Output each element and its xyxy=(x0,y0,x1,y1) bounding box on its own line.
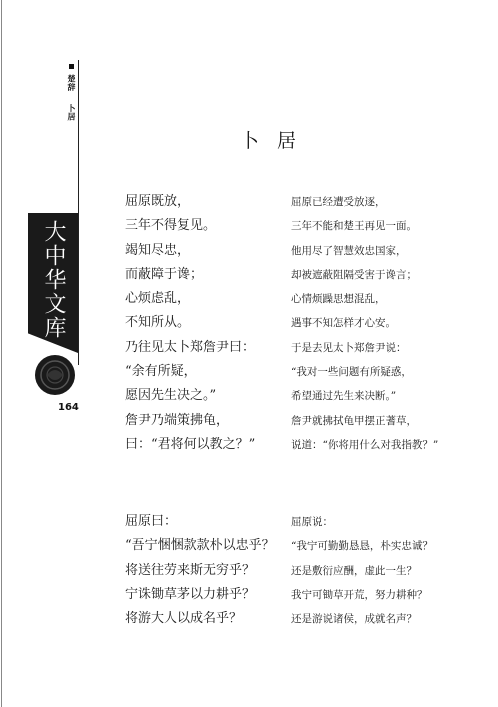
translation-line: 还是游说诸侯，成就名声？ xyxy=(291,613,417,626)
original-line: “余有所疑， xyxy=(125,364,197,380)
translation-line: “我对一些问题有所疑惑， xyxy=(291,366,412,379)
original-text-block-2 xyxy=(125,510,290,631)
page-number: 164 xyxy=(58,402,79,413)
header-section: 卜居 xyxy=(67,103,76,121)
page-edge xyxy=(1,0,2,707)
translation-block-1 xyxy=(291,190,456,457)
translation-line: 我宁可锄草开荒，努力耕种？ xyxy=(291,588,428,601)
original-text-block-1 xyxy=(125,190,290,457)
translation-line: 于是去见太卜郑詹尹说： xyxy=(291,341,407,354)
original-line: “吾宁悃悃款款朴以忠乎？ xyxy=(125,538,275,554)
translation-line: 他用尽了智慧效忠国家， xyxy=(291,244,407,257)
original-line: 宁诛锄草茅以力耕乎？ xyxy=(125,586,256,602)
original-line: 将游大人以成名乎？ xyxy=(125,611,243,627)
original-line: 三年不得复见。 xyxy=(125,218,217,234)
emblem-icon xyxy=(34,354,76,396)
translation-line: 心情烦躁思想混乱， xyxy=(291,293,386,306)
translation-line: 屈原已经遭受放逐， xyxy=(291,196,386,208)
original-line: 不知所从。 xyxy=(125,315,191,331)
original-line: 竭知尽忠， xyxy=(125,242,191,258)
original-line: 而蔽障于谗； xyxy=(125,266,204,282)
side-rule xyxy=(78,60,79,365)
original-line: 詹尹乃端策拂龟， xyxy=(125,412,230,428)
original-line: 曰：“君将何以教之？” xyxy=(125,436,256,452)
translation-line: 还是敷衍应酬，虚此一生？ xyxy=(291,564,417,577)
translation-line: 希望通过先生来决断。” xyxy=(291,390,397,403)
translation-line: 遇事不知怎样才心安。 xyxy=(291,317,396,330)
translation-line: 说道：“你将用什么对我指教？” xyxy=(291,438,439,451)
translation-line: 却被遮蔽阻隔受害于谗言； xyxy=(291,268,417,281)
original-line: 心烦虑乱， xyxy=(125,291,191,307)
header-square-icon xyxy=(69,64,74,69)
original-line: 乃往见太卜郑詹尹曰： xyxy=(125,339,256,355)
original-line: 屈原既放， xyxy=(125,194,191,209)
series-title: 大中华文库 xyxy=(41,220,66,340)
original-line: 将送往劳来斯无穷乎？ xyxy=(125,562,256,578)
header-book: 楚辞 xyxy=(67,74,76,92)
translation-block-2 xyxy=(291,510,456,631)
running-header xyxy=(64,64,76,121)
translation-line: 三年不能和楚王再见一面。 xyxy=(291,220,417,233)
chapter-title: 卜居 xyxy=(240,130,315,152)
translation-line: 詹尹就拂拭龟甲摆正蓍草， xyxy=(291,414,417,427)
translation-line: 屈原说： xyxy=(291,516,333,528)
translation-line: “我宁可勤勤恳恳，朴实忠诚？ xyxy=(291,540,433,553)
original-line: 愿因先生决之。” xyxy=(125,388,217,404)
original-line: 屈原曰： xyxy=(125,514,178,529)
